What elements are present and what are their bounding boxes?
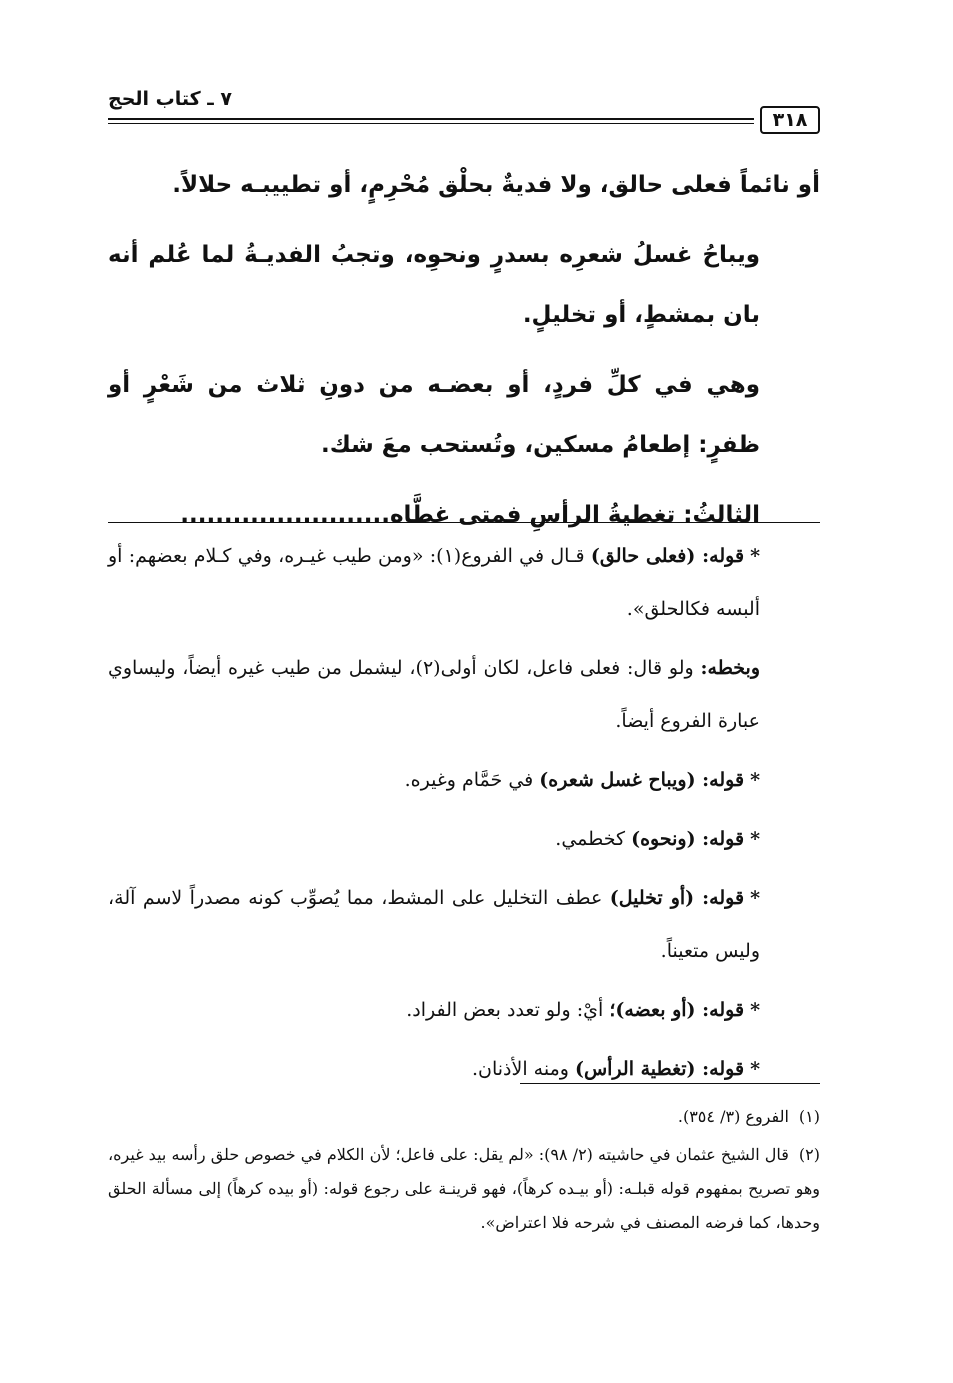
header-rule-thin (108, 123, 754, 124)
footnote-divider (520, 1083, 820, 1084)
footnote (108, 1100, 820, 1134)
commentary-paragraph (108, 813, 820, 866)
star-marker: * (750, 999, 760, 1021)
commentary-paragraph (108, 642, 820, 748)
main-paragraph: وهي في كلِّ فردٍ، أو بعضـه من دونِ ثلاث من شَعْرٍ أو ظفرٍ: إطعامُ مسكين، وتُستحب معَ شك. (108, 372, 760, 458)
main-paragraph: ويباحُ غسلُ شعرِه بسدرٍ ونحوِه، وتجبُ الفديـةُ لما عُلم أنه بان بمشطٍ، أو تخليلٍ. (108, 242, 760, 328)
commentary-lead: قوله: (ويباح غسل شعره) (539, 769, 745, 791)
footnotes-section (108, 1100, 820, 1244)
page-number: ٣١٨ (760, 106, 820, 134)
commentary-paragraph (108, 984, 820, 1037)
star-marker: * (750, 887, 760, 909)
commentary-text: في حَمَّام وغيره. (404, 769, 540, 791)
commentary-paragraph (108, 754, 820, 807)
commentary-text: ولو قال: فعلى فاعل، لكان أولى(٢)، ليشمل من طيب غيره أيضاً، وليساوي عبارة الفروع أيضاً. (108, 657, 760, 732)
commentary-text: كخطمي. (555, 828, 632, 850)
main-paragraph: أو نائماً فعلى حالق، ولا فديةٌ بحلْق مُحْرِمٍ، أو تطييبـه حلالاً. (172, 172, 820, 198)
star-marker: * (750, 828, 760, 850)
commentary-text: عطف التخليل على المشط، مما يُصوِّب كونه مصدراً لاسم آلة، وليس متعيناً. (108, 887, 760, 962)
page-header (108, 88, 820, 140)
commentary-lead: قوله: (ونحوه) (631, 828, 745, 850)
star-marker: * (750, 1058, 760, 1080)
commentary-lead: قوله: (فعلى حالق) (590, 545, 745, 567)
footnote (108, 1138, 820, 1240)
commentary-lead: قوله: (تغطية الرأس) (574, 1058, 745, 1080)
commentary-paragraph (108, 1043, 820, 1096)
commentary-text: أيْ: ولو تعدد بعض الفراد. (406, 999, 610, 1021)
footnote-number: (١) (798, 1107, 820, 1126)
star-marker: * (750, 545, 760, 567)
commentary-paragraph (108, 530, 820, 636)
commentary-lead: قوله: (أو تخليل) (609, 887, 745, 909)
commentary-section (108, 530, 820, 1102)
main-text (108, 155, 820, 555)
footnote-text: قال الشيخ عثمان في حاشيته (٢/ ٩٨): «لم يقل: على فاعل؛ لأن الكلام في خصوص حلق رأسه بيد غيره، وهو تصريح بمفهوم قوله قبلـه: (أو بيـده كرهاً)، فهو قرينـة على رجوع قوله: (أو بيده كرهاً) إلى مسألة الحلق وحدها، كما فرضه المصنف في شرحه فلا اعتراض». (108, 1145, 820, 1232)
chapter-title: ٧ ـ كتاب الحج (108, 88, 233, 110)
commentary-text: ومنه الأذنان. (471, 1058, 575, 1080)
commentary-lead: وبخطه: (700, 657, 761, 679)
continuation-dots: ........................ (180, 502, 390, 528)
text-divider (108, 522, 820, 523)
footnote-text: الفروع (٣/ ٣٥٤). (677, 1107, 789, 1126)
section-heading: الثالثُ: تغطيةُ الرأسِ فمتى غطَّاه (389, 502, 760, 528)
commentary-paragraph (108, 872, 820, 978)
star-marker: * (750, 769, 760, 791)
commentary-lead: قوله: (أو بعضه)؛ (609, 999, 745, 1021)
header-rule (108, 118, 754, 120)
footnote-number: (٢) (798, 1145, 821, 1164)
commentary-text: قـال في الفروع(١): «ومن طيب غيـره، وفي كـلام بعضهم: أو ألبسه فكالحلق». (108, 545, 760, 620)
